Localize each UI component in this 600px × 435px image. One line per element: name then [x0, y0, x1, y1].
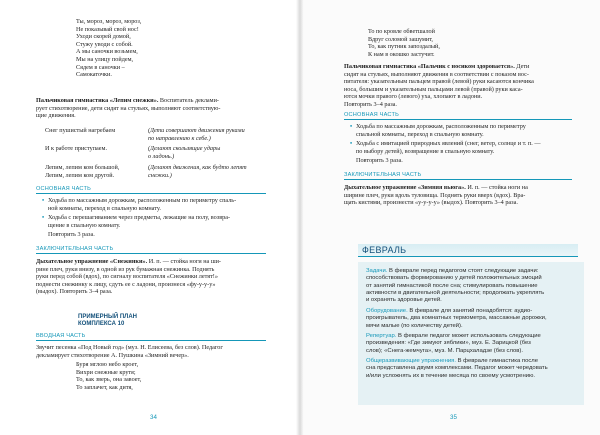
poem-line: То, как зверь, она завоет,	[76, 376, 142, 384]
section-rule	[36, 253, 266, 254]
note-2: (Делают скользящие удары о ладонь.)	[148, 145, 221, 160]
book-gutter	[296, 0, 304, 435]
poem-line: То, как путник запоздалый,	[368, 43, 440, 51]
page-number: 34	[150, 414, 157, 421]
page-number: 35	[450, 414, 457, 421]
note-3: (Делают движения, как будто лепят снежки.)	[148, 164, 247, 179]
poem-winter-evening	[76, 361, 141, 391]
section-title-intro: ВВОДНАЯ ЧАСТЬ	[36, 333, 86, 339]
section-rule	[344, 179, 572, 180]
info-repertoire: Репертуар. В феврале педагог может использовать следующие произведения: «Где зимуют зяблики», муз. Е. Зарицкой (без слов); «Снега-жемчуга», муз. М. Парцхаладзе (без слов).	[366, 333, 541, 354]
poem-line: Сядем в саночки –	[76, 63, 125, 71]
info-label: Общеразвивающие упражнения.	[366, 358, 456, 364]
note-1: (Дети совершают движения руками по направлению к себе.)	[148, 127, 245, 142]
repeat-note: Повторить 3 раза.	[356, 157, 403, 164]
poem-line: А мы саночки возьмем,	[76, 48, 138, 56]
poem-line: Ты, мороз, мороз, мороз,	[76, 18, 142, 25]
finger-gym-paragraph: Пальчиковая гимнастика «Пальчик с носиком здоровается». Дети сидят на стульях, выполняют движения в соответствии с показом вос- питателя: указательным пальцем правой (левой) руки касаются кончика носа, большим и указательным пальцами левой (правой) руки каса- ются мочки правого (левого) уха, хлопают в ладони. Повторить 3–4 раза.	[344, 63, 534, 108]
list-item: • Ходьба с имитацией природных явлений (снег, ветер, солнце и т. п. — по выбору детей), возвращение в спальную комнату.	[356, 140, 541, 155]
breath-exercise-paragraph: Дыхательное упражнение «Зимняя вьюга». И. п. — стойка ноги на ширине плеч, руки вдоль туловища. Поднять руки вверх (вдох). Вра- щать кистями, произнести «у-у-у-у» (выдох). Повторить 3–4 раза.	[344, 184, 528, 207]
section-title-main: ОСНОВНАЯ ЧАСТЬ	[344, 112, 399, 118]
poem-continuation	[368, 28, 440, 58]
poem-line: Стужу уводи с собой.	[76, 40, 133, 48]
finger-gym-title: Пальчиковая гимнастика «Лепим снежки».	[36, 97, 159, 104]
list-item: • Ходьба с перешагиванием через предметы, лежащие на полу, возвра- щение в спальную комнату.	[48, 214, 230, 229]
section-title-final: ЗАКЛЮЧИТЕЛЬНАЯ ЧАСТЬ	[36, 246, 114, 252]
poem-line: То по кровле обветшалой	[368, 28, 435, 35]
section-rule	[36, 193, 266, 194]
poem-line: Не показывай свой нос!	[76, 25, 139, 33]
poem-line: Самокаточки.	[76, 71, 112, 79]
intro-paragraph: Звучит песенка «Под Новый год» (муз. Н. Елисеева, без слов). Педагог декламирует стихотворение А. Пушкина «Зимний вечер».	[36, 344, 223, 359]
info-label: Задачи.	[366, 268, 388, 274]
verse-1: Снег пушистый нагребаем	[45, 127, 116, 134]
poem-line: Уходи скорей домой,	[76, 33, 131, 41]
verse-2: И к работе приступаем.	[45, 145, 108, 152]
breath-exercise-title: Дыхательное упражнение «Зимняя вьюга».	[344, 184, 466, 191]
list-item: • Ходьба по массажным дорожкам, расположенным по периметру спальной комнаты, переход в спальную комнату.	[356, 123, 526, 138]
poem-line: К нам в окошко застучит.	[368, 50, 435, 58]
poem-frost	[76, 18, 141, 79]
repeat-note: Повторить 3 раза.	[48, 231, 95, 238]
poem-line: Мы на улицу пойдем,	[76, 55, 134, 63]
section-title-main: ОСНОВНАЯ ЧАСТЬ	[36, 186, 91, 192]
month-title: ФЕВРАЛЬ	[362, 245, 407, 255]
info-equipment: Оборудование. В феврале для занятий понадобятся: аудио- проигрыватель, два комнатных термометра, массажные дорожки, мячи малые (по количеству детей).	[366, 308, 547, 329]
february-info-box	[358, 262, 584, 405]
info-tasks: Задачи. В феврале перед педагогом стоят следующие задачи: способствовать формированию у детей положительных эмоций от занятий гимнастикой после сна; стимулировать повышение активности в двигательной деятельности; продолжать укреплять и охранять здоровье детей.	[366, 268, 545, 304]
section-rule	[344, 119, 572, 120]
verse-3: Лепим, лепим ком большой, Лепим, лепим ком другой.	[45, 164, 120, 179]
section-title-final: ЗАКЛЮЧИТЕЛЬНАЯ ЧАСТЬ	[344, 172, 422, 178]
finger-gym-paragraph: Пальчиковая гимнастика «Лепим снежки». Воспитатель деклами- рует стихотворение, дети сидят на стульях, выполняют соответствую- щие движения.	[36, 97, 221, 120]
info-label: Оборудование.	[366, 308, 408, 314]
poem-line: Вдруг соломой зашумит,	[368, 35, 433, 43]
info-exercises: Общеразвивающие упражнения. В феврале гимнастика после сна представлена двумя комплексами. Педагог может чередовать и/или усложнять их в течение месяца по своему усмотрению.	[366, 358, 548, 379]
poem-line: То заплачет, как дитя,	[76, 383, 133, 391]
info-label: Репертуар.	[366, 333, 397, 339]
list-item: • Ходьба по массажным дорожкам, расположенным по периметру спаль- ной комнаты, переход в спальную комнату.	[48, 197, 236, 212]
plan-heading: ПРИМЕРНЫЙ ПЛАН КОМПЛЕКСА 10	[78, 314, 138, 327]
poem-line: Буря мглою небо кроет,	[76, 361, 139, 368]
poem-line: Вихри снежные крутя;	[76, 368, 136, 376]
breath-exercise-title: Дыхательное упражнение «Снежинки».	[36, 258, 148, 265]
finger-gym-title: Пальчиковая гимнастика «Пальчик с носиком здоровается».	[344, 63, 515, 70]
breath-exercise-paragraph: Дыхательное упражнение «Снежинки». И. п. — стойка ноги на ши- рине плеч, руки внизу, в одной из рук бумажная снежинка. Поднять руки перед собой (вдох), по сигналу воспитателя «Снежинки летят!» поднести снежинку к лицу, сдуть ее с ладони, произнеся «фу-у-у-у» (выдох). Повторить 3–4 раза.	[36, 258, 221, 296]
section-rule	[36, 340, 266, 341]
